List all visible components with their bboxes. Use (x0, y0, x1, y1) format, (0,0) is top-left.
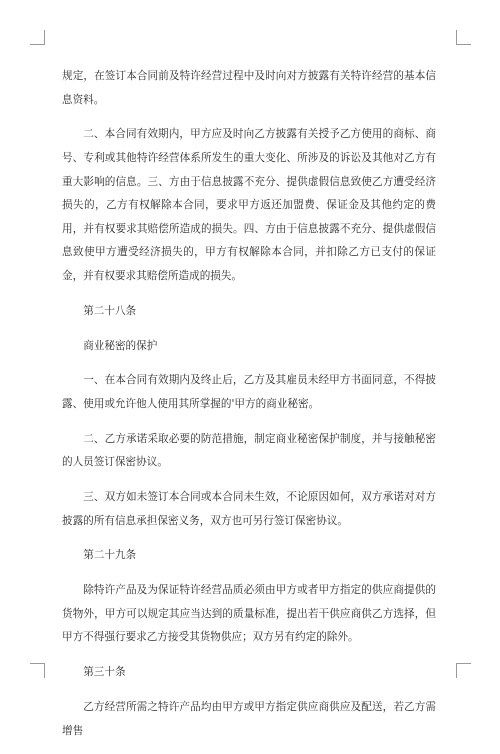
article-28-clause-1: 一、在本合同有效期内及终止后，乙方及其雇员未经甲方书面同意，不得披露、使用或允许他人使用其所掌握的'甲方的商业秘密。 (62, 374, 436, 410)
article-30-body: 乙方经营所需之特许产品均由甲方或甲方指定供应商供应及配送，若乙方需增售 (62, 700, 436, 737)
crop-mark-bottom-left (30, 663, 45, 678)
paragraph-disclosure-intro: 规定，在签订本合同前及特许经营过程中及时向对方披露有关特许经营的基本信息资料。 (62, 70, 436, 106)
crop-mark-bottom-right (456, 663, 471, 678)
paragraph-disclosure-clauses: 二、本合同有效期内，甲方应及时向乙方披露有关授予乙方使用的商标、商号、专利或其他特许经营体系所发生的重大变化、所涉及的诉讼及其他对乙方有重大影响的信息。三、方由于信息披露不充分、提供虚假信息致使乙方遭受经济损失的，乙方有权解除本合同，要求甲方返还加盟费、保证金及其他约定的费用，并有权要求其赔偿所造成的损失。四、方由于信息披露不充分、提供虚假信息致使甲方遭受经济损失的，甲方有权解除本合同，并扣除乙方已支付的保证金，并有权要求其赔偿所造成的损失。 (62, 128, 436, 282)
article-28-clause-2: 二、乙方承诺采取必要的防范措施，制定商业秘密保护制度，并与接触秘密的人员签订保密协议。 (62, 432, 436, 469)
crop-mark-top-right (456, 30, 471, 45)
crop-mark-top-left (30, 30, 45, 45)
article-29-heading: 第二十九条 (83, 549, 137, 562)
document-body (62, 65, 436, 754)
article-28-title: 商业秘密的保护 (83, 339, 158, 352)
article-28-heading: 第二十八条 (83, 304, 137, 317)
article-28-clause-3: 三、双方如未签订本合同或本合同未生效，不论原因如何，双方承诺对对方披露的所有信息承担保密义务，双方也可另行签订保密协议。 (62, 491, 436, 527)
article-29-body: 除特许产品及为保证特许经营品质必须由甲方或者甲方指定的供应商提供的货物外，甲方可以规定其应当达到的质量标准，提出若干供应商供乙方选择，但甲方不得强行要求乙方接受其货物供应；双方另有约定的除外。 (62, 584, 436, 644)
article-30-heading: 第三十条 (83, 666, 126, 679)
